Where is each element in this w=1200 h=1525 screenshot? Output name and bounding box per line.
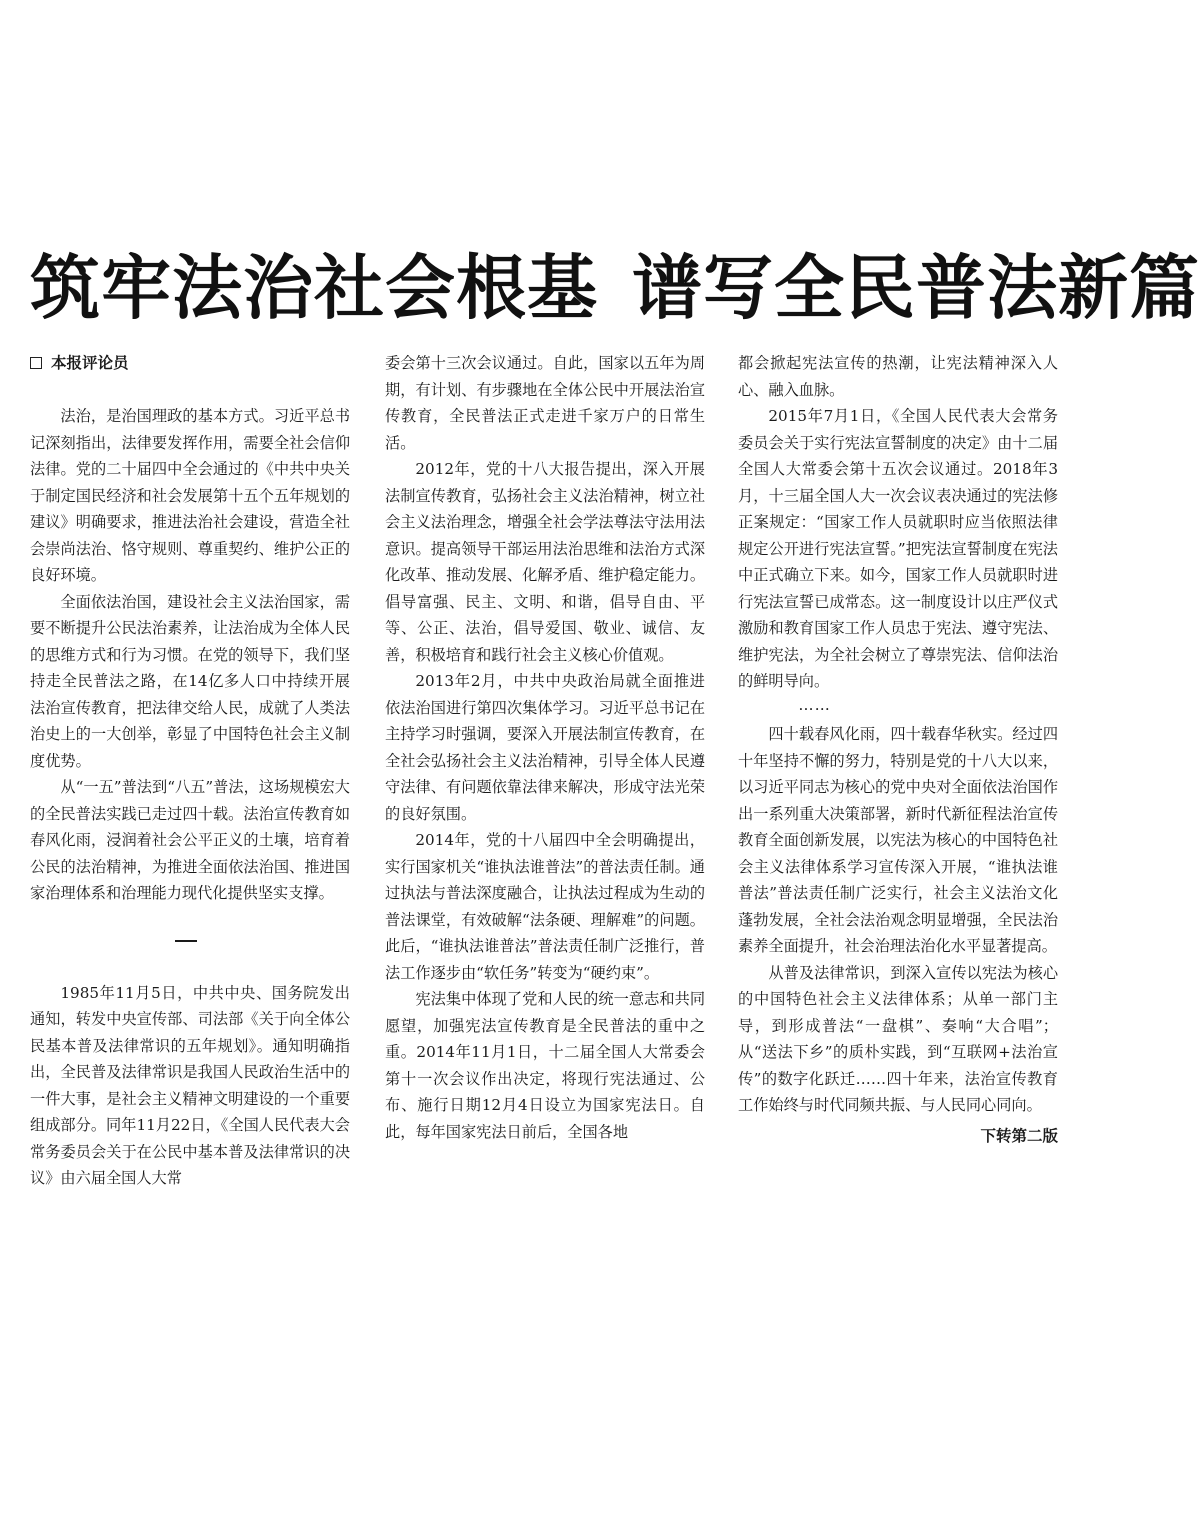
byline-text: 本报评论员 <box>51 354 129 372</box>
paragraph: 1985年11月5日，中共中央、国务院发出通知，转发中央宣传部、司法部《关于向全体公民基本普及法律常识的五年规划》。通知明确指出，全民普及法律常识是我国人民政治生活中的一件大事，是社会主义精神文明建设的一个重要组成部分。同年11月22日，《全国人民代表大会常务委员会关于在公民中基本普及法律常识的决议》由六届全国人大常 <box>30 983 350 1187</box>
paragraph: 2012年，党的十八大报告提出，深入开展法制宣传教育，弘扬社会主义法治精神，树立社会主义法治理念，增强全社会学法尊法守法用法意识。提高领导干部运用法治思维和法治方式深化改革、推动发展、化解矛盾、维护稳定能力。倡导富强、民主、文明、和谐，倡导自由、平等、公正、法治，倡导爱国、敬业、诚信、友善，积极培育和践行社会主义核心价值观。 <box>385 460 705 664</box>
paragraph-continued: 都会掀起宪法宣传的热潮，让宪法精神深入人心、融入血脉。 <box>738 354 1058 399</box>
headline-part-2: 谱写全民普法新篇 <box>632 247 1200 329</box>
paragraph: 2014年，党的十八届四中全会明确提出，实行国家机关“谁执法谁普法”的普法责任制。通过执法与普法深度融合，让执法过程成为生动的普法课堂，有效破解“法条硬、理解难”的问题。此后，“谁执法谁普法”普法责任制广泛推行，普法工作逐步由“软任务”转变为“硬约束”。 <box>385 831 705 982</box>
section-divider-dash <box>175 940 197 942</box>
paragraph-continued: 委会第十三次会议通过。自此，国家以五年为周期，有计划、有步骤地在全体公民中开展法治宣传教育，全民普法正式走进千家万户的日常生活。 <box>385 354 705 452</box>
section-divider <box>30 927 350 954</box>
paragraph: 2013年2月，中共中央政治局就全面推进依法治国进行第四次集体学习。习近平总书记在主持学习时强调，要深入开展法制宣传教育，在全社会弘扬社会主义法治精神，引导全体人民遵守法律、有问题依靠法律来解决，形成守法光荣的良好氛围。 <box>385 672 705 823</box>
article-column-2 <box>385 350 705 1145</box>
article-column-1 <box>30 350 350 1192</box>
paragraph: 法治，是治国理政的基本方式。习近平总书记深刻指出，法律要发挥作用，需要全社会信仰法律。党的二十届四中全会通过的《中共中央关于制定国民经济和社会发展第十五个五年规划的建议》明确要求，推进法治社会建设，营造全社会崇尚法治、恪守规则、尊重契约、维护公正的良好环境。 <box>30 407 350 584</box>
continued-on-page-2: 下转第二版 <box>980 1126 1058 1145</box>
paragraph: 2015年7月1日，《全国人民代表大会常务委员会关于实行宪法宣誓制度的决定》由十二届全国人大常委会第十五次会议通过。2018年3月，十三届全国人大一次会议表决通过的宪法修正案规定：“国家工作人员就职时应当依照法律规定公开进行宪法宣誓。”把宪法宣誓制度在宪法中正式确立下来。如今，国家工作人员就职时进行宪法宣誓已成常态。这一制度设计以庄严仪式激励和教育国家工作人员忠于宪法、遵守宪法、维护宪法，为全社会树立了尊崇宪法、信仰法治的鲜明导向。 <box>738 407 1058 690</box>
headline <box>30 238 1200 338</box>
byline <box>30 350 350 377</box>
paragraph: 四十载春风化雨，四十载春华秋实。经过四十年坚持不懈的努力，特别是党的十八大以来，以习近平同志为核心的党中央对全面依法治国作出一系列重大决策部署，新时代新征程法治宣传教育全面创新发展，以宪法为核心的中国特色社会主义法律体系学习宣传深入开展，“谁执法谁普法”普法责任制广泛实行，社会主义法治文化蓬勃发展，全社会法治观念明显增强，全民法治素养全面提升，社会治理法治化水平显著提高。 <box>738 725 1058 955</box>
article-column-3 <box>738 350 1058 1149</box>
paragraph: 全面依法治国，建设社会主义法治国家，需要不断提升公民法治素养，让法治成为全体人民的思维方式和行为习惯。在党的领导下，我们坚持走全民普法之路，在14亿多人口中持续开展法治宣传教育，把法律交给人民，成就了人类法治史上的一大创举，彰显了中国特色社会主义制度优势。 <box>30 592 350 770</box>
headline-part-1: 筑牢法治社会根基 <box>30 247 598 329</box>
byline-box-icon <box>30 357 42 369</box>
ellipsis-separator: …… <box>798 695 831 714</box>
paragraph: 从“一五”普法到“八五”普法，这场规模宏大的全民普法实践已走过四十载。法治宣传教育如春风化雨，浸润着社会公平正义的土壤，培育着公民的法治精神，为推进全面依法治国、推进国家治理体系和治理能力现代化提供坚实支撑。 <box>30 778 350 902</box>
paragraph: 宪法集中体现了党和人民的统一意志和共同愿望，加强宪法宣传教育是全民普法的重中之重。2014年11月1日，十二届全国人大常委会第十一次会议作出决定，将现行宪法通过、公布、施行日期12月4日设立为国家宪法日。自此，每年国家宪法日前后，全国各地 <box>385 990 705 1141</box>
paragraph: 从普及法律常识，到深入宣传以宪法为核心的中国特色社会主义法律体系；从单一部门主导，到形成普法“一盘棋”、奏响“大合唱”；从“送法下乡”的质朴实践，到“互联网+法治宣传”的数字化跃迁……四十年来，法治宣传教育工作始终与时代同频共振、与人民同心同向。 <box>738 963 1058 1114</box>
